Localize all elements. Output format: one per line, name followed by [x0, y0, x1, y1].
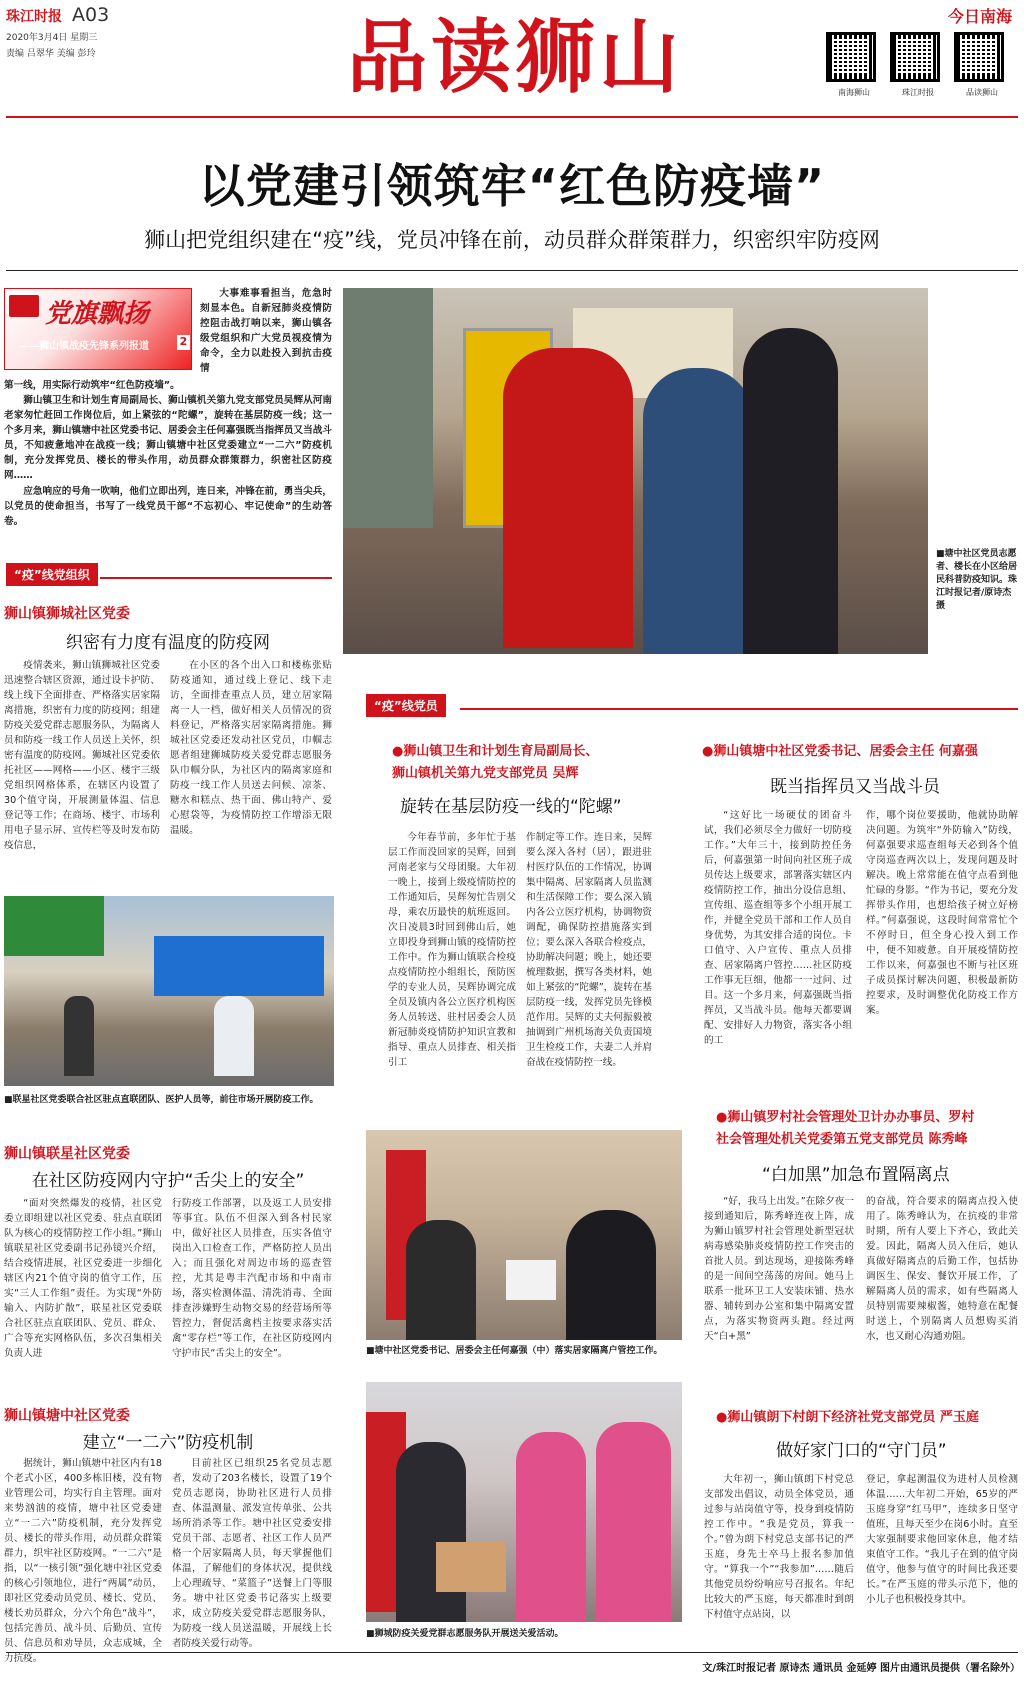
story-chenxiufeng-title: “白加黑”加急布置隔离点 [762, 1165, 950, 1185]
qr-label: 珠江时报 [902, 88, 934, 97]
tag-org-rule [100, 577, 332, 579]
volunteer-figure [503, 348, 633, 648]
story-tangzhong-photo [366, 1130, 682, 1340]
volunteer-figure [643, 368, 753, 654]
series-number: 2 [177, 335, 190, 350]
story-chenxiufeng-kicker-1: ●狮山镇罗村社会管理处卫计办办事员、罗村 [716, 1110, 975, 1125]
series-banner [4, 288, 192, 370]
qr-code-icon [826, 32, 876, 82]
story-yanyuting-col1: 大年初一，狮山镇朗下村党总支部发出倡议，动员全体党员，通过参与站岗值守等，投身到疫情防控工作中。“我是党员，算我一个。”曾为朗下村党总支部书记的严玉庭，身先士卒马上报名参加值守。“算我一个”“我参加”……随后其他党员纷纷响应号召报名。年纪比较大的严玉庭，每天都准时到朗下村值守点站岗，以 [704, 1474, 854, 1620]
editors: 责编 吕翠华 美编 彭玲 [6, 49, 96, 59]
qr-code-icon [954, 32, 1004, 82]
series-intro [4, 378, 332, 530]
main-headline: 以党建引领筑牢“红色防疫墙” [198, 159, 826, 213]
story-wuhui-col2: 作制定等工作。连日来，吴辉要么深入各村（居），跟进驻村医疗队伍的工作情况，协调集中隔离、居家隔离人员监测和生活保障工作；要么深入镇内各公立医疗机构，协调物资调配，确保防控措施落实到位；要么深入各联合检疫点，协助解决问题；晚上，她还要梳理数据，撰写各类材料，她如上紧弦的“陀螺”，旋转在基层防疫一线，发挥党员先锋模范作用。吴辉的丈夫何振毅被抽调到广州机场海关负责国境卫生检疫工作，夫妻二人并肩奋战在疫情防控一线。 [526, 832, 652, 1068]
headline-divider [6, 270, 1018, 271]
story-shicheng-col1: 疫情袭来，狮山镇狮城社区党委迅速整合辖区资源，通过设卡护防、线上线下全面排查、严格落实居家隔离措施，织密有力度的防疫网；组建防疫关爱党群志愿服务队，为隔离人员和防疫一线工作人员送上关怀，织密有温度的防疫网。狮城社区党委依托社区——网格——小区、楼宇三级党组织网格体系，在辖区内设置了30个值守岗，开展测量体温、信息登记等工作；在商场、楼宇、市场利用电子显示屏、宣传栏等及时发布防疫信息， [4, 660, 160, 851]
story-lianxing-col2: 行防疫工作部署，以及返工人员安排等事宜。队伍不但深入到各村民家中，做好社区人员排查，压实各值守岗出入口检查工作，严格防控人员出入；而且强化对周边市场的巡查管控，尤其是粤丰汽配市场和中南市场，落实检测体温、清洗消毒、全面排查涉嫌野生动物交易的经营场所等管控力，督促活禽档主按要求落实活禽“零存栏”等工作，在社区防疫网内守护市民“舌尖上的安全”。 [172, 1198, 332, 1359]
tag-member-rule [460, 708, 1018, 710]
series-banner-title: 党旗飘扬 [45, 299, 150, 329]
section-title: 品读狮山 [347, 10, 683, 104]
story-hejiaqiang-col2: 作，哪个岗位要援助，他就协助解决问题。为筑牢“外防输入”防线，何嘉强要求巡查组每天必到各个值守岗巡查两次以上，发现问题及时解决。晚上常常能在值守点看到他忙碌的身影。“作为书记，要充分发挥带头作用，也想给孩子树立好榜样。”何嘉强说，这段时间常常忙个不停时日，但全身心投入到工作中，便不知疲惫。自开展疫情防控工作以来，何嘉强也不断与社区班子成员探讨解决问题，积极最新防控要求，及时调整优化防疫工作方案。 [866, 810, 1018, 1016]
qr-group [826, 32, 1016, 108]
main-subheadline: 狮山把党组织建在“疫”线，党员冲锋在前，动员群众群策群力，织密织牢防疫网 [144, 228, 880, 252]
series-intro-p2: 狮山镇卫生和计划生育局副局长、狮山镇机关第九党支部党员吴辉从河南老家匆忙赶回工作岗位后，如上紧弦的“陀螺”，旋转在基层防疫一线；这一个多月来，狮山镇塘中社区党委书记、居委会主任何嘉强既当指挥员又当战斗员，不知疲惫地冲在战疫一线；狮山镇塘中社区党委建立“一二六”防疫机制，充分发挥党员、楼长的带头作用，动员群众群策群力，织密社区防疫网…… [4, 395, 332, 481]
story-shicheng-title: 织密有力度有温度的防疫网 [66, 633, 270, 653]
masthead [0, 0, 1024, 120]
story-hejiaqiang-title: 既当指挥员又当战斗员 [770, 777, 940, 797]
story-tangzhong-photo-caption: ■狮城防疫关爱党群志愿服务队开展送关爱活动。 [366, 1629, 564, 1639]
story-lianxing-photo-caption: ■塘中社区党委书记、居委会主任何嘉强（中）落实居家隔离户管控工作。 [366, 1346, 663, 1356]
story-lianxing-photo [4, 896, 334, 1086]
story-tangzhong-col1: 据统计，狮山镇塘中社区内有18个老式小区，400多栋旧楼，没有物业管理公司，均实行自主管理。面对来势汹汹的疫情，塘中社区党委建立“一二六”防疫机制，充分发挥党员、楼长的带头作用，动员群众群策群力，织牢社区防疫网。“一二六”是指，以“一核引领”强化塘中社区党委的核心引领地位，进行“两属”动员，即社区党委动员党员、楼长、党员、楼长劝员群众，分六个角色“战斗”，包括完善员、战斗员、后勤员、宣传员、信息员和劝导员，众志成城，全力抗疫。 [4, 1458, 162, 1664]
story-lianxing-title: 在社区防疫网内守护“舌尖上的安全” [31, 1171, 305, 1191]
edition-label: 今日南海 [947, 7, 1012, 26]
qr-label: 品读狮山 [966, 88, 998, 97]
page-number: A03 [72, 4, 110, 26]
story-lianxing-kicker: 狮山镇联星社区党委 [4, 1146, 130, 1162]
story-wuhui-kicker-1: ●狮山镇卫生和计划生育局副局长、 [392, 744, 599, 759]
story-hejiaqiang-col1: “这好比一场硬仗的团奋斗试，我们必须尽全力做好一切防疫工作。”大年三十，接到防控任务后，何嘉强第一时间向社区班子成员传达上级要求，部署落实辖区内疫情防控工作，抽出分设信息组、宣传组、巡查组等多个小组开展工作，并健全党员干部和工作人员自身优势，为其安排合适的岗位。卡口值守、入户宣传、重点人员排查、居家隔离户管控……社区防疫工作事无巨细，他都一一过问、过目。这一个多月来，何嘉强既当指挥员，又当战斗员。他每天都要调配、安排好人力物资，落实各小组的工 [704, 810, 852, 1046]
series-banner-sub: ——狮山镇战疫先锋系列报道 [19, 341, 149, 352]
story-tangzhong-col2: 目前社区已组织25名党员志愿者，发动了203名楼长，设置了19个党员志愿岗，协助社区进行人员排查、体温测量、派发宣传单张、公共场所消杀等工作。塘中社区党委安排党员干部、志愿者、社区工作人员严格一个居家隔离人员，每天掌握他们体温，了解他们的身体状况，提供线上心理疏导、“菜篮子”送餐上门等服务。塘中社区党委书记落实上级要求，成立防疫关爱党群志愿服务队，为防疫一线人员送温暖，开展线上长者防疫关爱行动等。 [172, 1458, 332, 1649]
story-yanyuting-title: 做好家门口的“守门员” [776, 1441, 947, 1461]
story-chenxiufeng-col1: “好，我马上出发。”在除夕夜一接到通知后，陈秀峰连夜上阵，成为狮山镇罗村社会管理处新型冠状病毒感染肺炎疫情防控工作突击的首批人员。到达现场，迎接陈秀峰的是一间间空荡荡的房间。她马上联系一批环卫工人安装床铺、热水器、辅转到办公室和集中隔离安置点，为落实物资两头跑。经过两天“白+黑” [704, 1196, 854, 1342]
main-photo [343, 288, 928, 654]
guard-figure [743, 328, 838, 654]
series-intro-p3: 应急响应的号角一吹响，他们立即出列，连日来，冲锋在前，勇当尖兵，以党员的使命担当，书写了一线党员干部“不忘初心、牢记使命”的生动答卷。 [4, 486, 332, 527]
story-shicheng-col2: 在小区的各个出入口和楼栋张贴防疫通知，通过线上登记、线下走访，全面排查重点人员，建立居家隔离一人一档，做好相关人员情况的资料登记，严格落实居家隔离措施。狮城社区党委还发动社区党员，巾帼志愿者组建狮城防疫关爱党群志愿服务队巾帼分队，为社区内的隔离家庭和防疫一线工作人员送去问候、凉茶、糖水和糕点、热干面、佛山特产、爱心慰袋等，为疫情防控工作增添无限温暖。 [170, 660, 332, 836]
story-shicheng-photo-caption: ■联星社区党委联合社区驻点直联团队、医护人员等，前往市场开展防疫工作。 [4, 1095, 319, 1105]
story-shicheng-photo [366, 1382, 682, 1622]
story-tangzhong-title: 建立“一二六”防疫机制 [82, 1433, 254, 1453]
issue-date: 2020年3月4日 星期三 [6, 33, 98, 43]
series-intro-top: 大事难事看担当，危急时刻显本色。自新冠肺炎疫情防控阻击战打响以来，狮山镇各级党组织和广大党员视疫情为命令，全力以赴投入到抗击疫情 [200, 288, 332, 374]
series-intro-p1: 第一线，用实际行动筑牢“红色防疫墙”。 [4, 380, 180, 391]
qr-code-icon [890, 32, 940, 82]
footer-credits: 文/珠江时报记者 原诗杰 通讯员 金延婷 图片由通讯员提供（署名除外） [702, 1663, 1020, 1674]
story-hejiaqiang-kicker: ●狮山镇塘中社区党委书记、居委会主任 何嘉强 [702, 744, 978, 759]
tag-member: “疫”线党员 [366, 694, 446, 717]
story-chenxiufeng-col2: 的奋战，符合要求的隔离点投入使用了。陈秀峰认为，在抗疫的非常时期，所有人要上下齐心，致此关爱。因此，隔离人员入住后，她认真做好隔离点的后勤工作，包括协调医生、保安、餐饮开展工作，了解隔离人员的需求，如有些隔离人员特别需要辣椒酱，她特意在配餐时送上，个别隔离人员想购买消水，也又耐心沟通劝阻。 [866, 1196, 1018, 1342]
story-wuhui-title: 旋转在基层防疫一线的“陀螺” [400, 797, 622, 817]
paper-name: 珠江时报 [6, 9, 62, 25]
story-tangzhong-kicker: 狮山镇塘中社区党委 [4, 1408, 130, 1424]
tag-org: “疫”线党组织 [6, 563, 98, 586]
story-yanyuting-kicker: ●狮山镇朗下村朗下经济社党支部党员 严玉庭 [716, 1410, 979, 1425]
masthead-divider [6, 116, 1018, 118]
flag-icon [9, 295, 39, 317]
story-wuhui-col1: 今年春节前，多年忙于基层工作而没回家的吴辉，回到河南老家与父母团聚。大年初一晚上，接到上级疫情防控的工作通知后，吴辉匆忙告别父母，乘农历最快的航班返回。次日凌晨3时回到佛山后，她立即投身到狮山镇的疫情防控工作中。作为狮山镇联合检疫点疫情防控小组组长，预防医学的专业人员，吴辉协调完成全员及镇内各公立医疗机构医务人员转送、驻村居委会人员新冠肺炎疫情防护知识宣教和指导、重点人员排查、相关指引工 [388, 832, 516, 1068]
story-shicheng-kicker: 狮山镇狮城社区党委 [4, 606, 130, 622]
story-chenxiufeng-kicker-2: 社会管理处机关党委第五党支部党员 陈秀峰 [716, 1132, 968, 1147]
story-yanyuting-col2: 登记，拿起测温仪为进村人员检测体温……大年初二开始，65岁的严玉庭身穿“红马甲”，连续多日坚守值班，且每天至少在岗6小时。直至大家强制要求他回家休息，他才结束值守工作。“我儿子在到的值守岗值守，他参与值守的时间比我还要长。”在严玉庭的带头示范下，他的小儿子也积极投身其中。 [866, 1474, 1018, 1605]
footer-divider [6, 1652, 1018, 1653]
qr-label: 南海狮山 [838, 88, 870, 97]
story-lianxing-col1: “面对突然爆发的疫情，社区党委立即组建以社区党委、驻点直联团队为核心的疫情防控工作小组。”狮山镇联星社区党委副书记孙镜兴介绍，结合疫情进展，社区党委进一步细化辖区内21个值守岗的值守工作，压实“三人工作组”责任。为实现“外防输入、内防扩散”，联星社区党委联合社区驻点直联团队、党员、群众、广合等充实网格队伍，多次召集相关负责人进 [4, 1198, 162, 1359]
story-wuhui-kicker-2: 狮山镇机关第九党支部党员 吴辉 [392, 766, 579, 781]
main-photo-caption: ■塘中社区党员志愿者、楼长在小区给居民科普防疫知识。珠江时报记者/原诗杰 摄 [936, 549, 1018, 611]
